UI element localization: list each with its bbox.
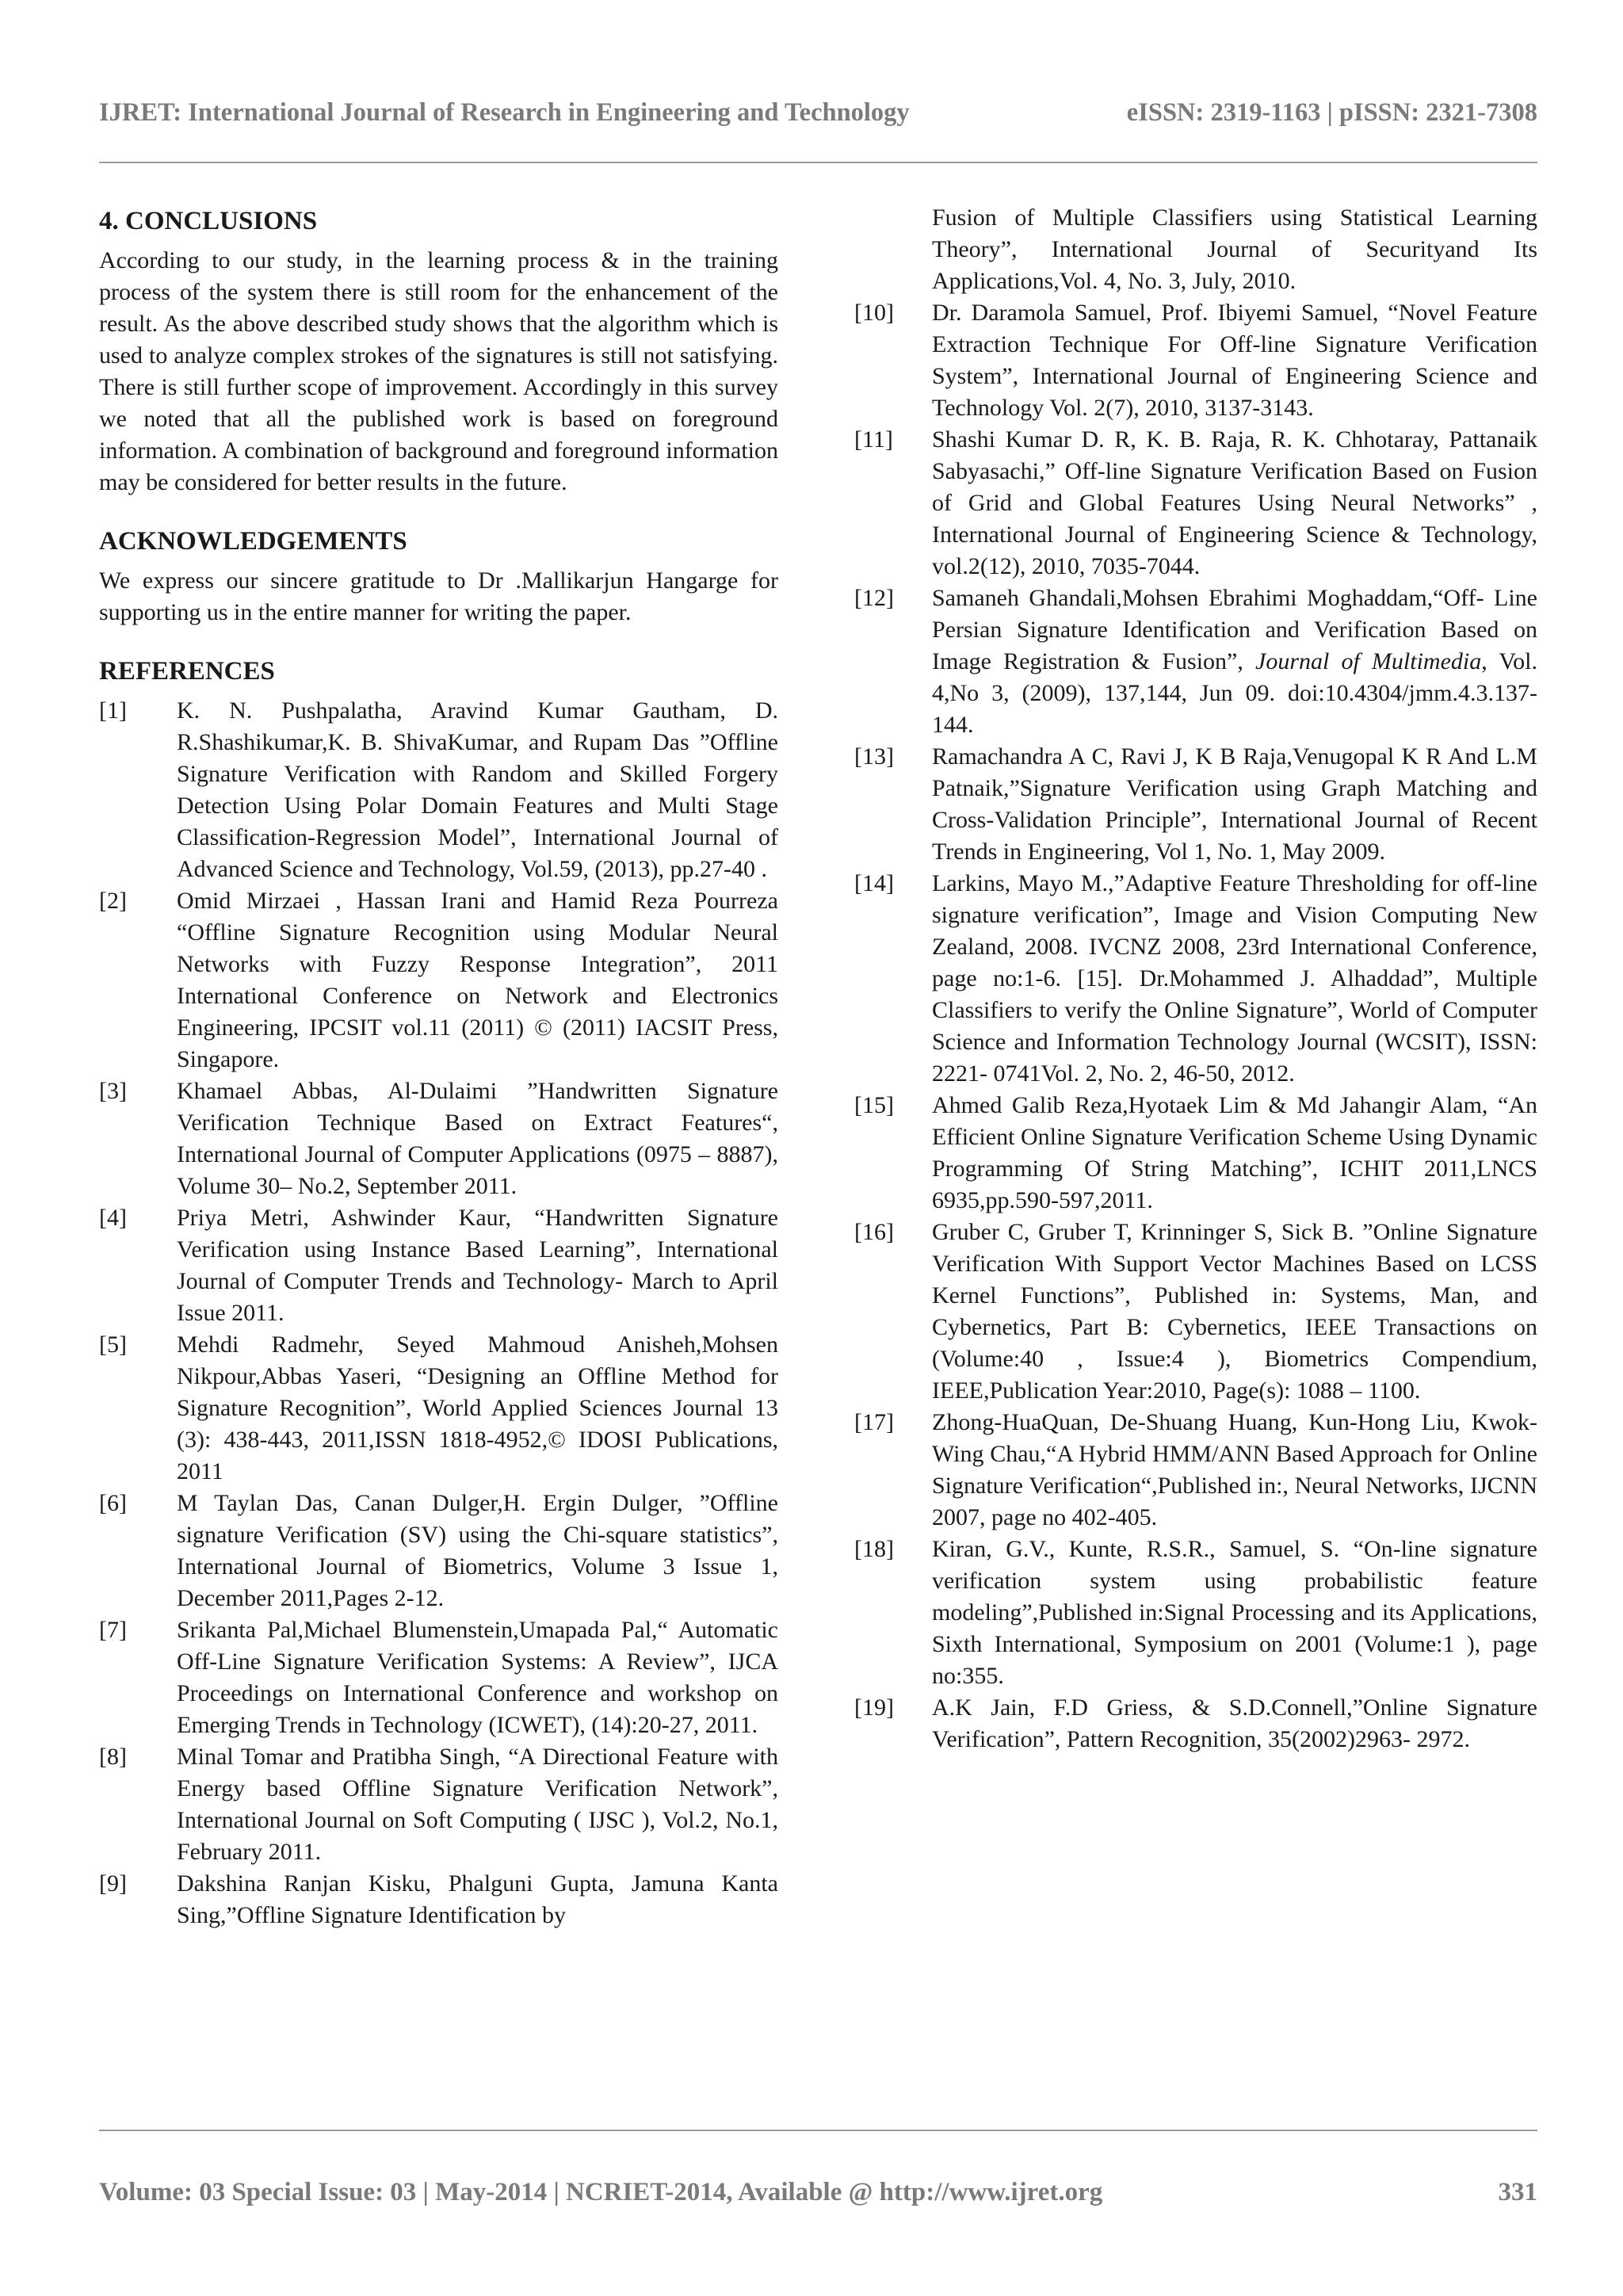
reference-text: Minal Tomar and Pratibha Singh, “A Directional Feature with Energy based Offline Signature Verification Network”, International Journal on Soft Computing ( IJSC ), Vol.2, No.1, February 2011.	[177, 1744, 778, 1865]
reference-item	[99, 1202, 778, 1329]
reference-text: Srikanta Pal,Michael Blumenstein,Umapada Pal,“ Automatic Off-Line Signature Verification Systems: A Review”, IJCA Proceedings on International Conference and workshop on Emerging Trends in Technology (ICWET), (14):20-27, 2011.	[177, 1617, 778, 1738]
reference-item	[854, 297, 1537, 424]
reference-number: [9]	[99, 1870, 127, 1897]
reference-text: Dr. Daramola Samuel, Prof. Ibiyemi Samuel, “Novel Feature Extraction Technique For Off-line Signature Verification System”, International Journal of Engineering Science and Technology Vol. 2(7), 2010, 3137-3143.	[932, 300, 1537, 421]
reference-text-before: Samaneh Ghandali,Mohsen Ebrahimi Moghaddam,“Off- Line Persian Signature Identification and Verification Based on Image Registration & Fusion”,	[932, 585, 1537, 674]
conclusions-section	[99, 202, 778, 499]
conclusions-text: According to our study, in the learning process & in the training process of the system there is still room for the enhancement of the result. As the above described study shows that the algorithm which is used to analyze complex strokes of the signatures is still not satisfying. There is still further scope of improvement. Accordingly in this survey we noted that all the published work is based on foreground information. A combination of background and foreground information may be considered for better results in the future.	[99, 247, 778, 495]
reference-text: Ahmed Galib Reza,Hyotaek Lim & Md Jahangir Alam, “An Efficient Online Signature Verification Scheme Using Dynamic Programming Of String Matching”, ICHIT 2011,LNCS 6935,pp.590-597,2011.	[932, 1092, 1537, 1213]
reference-text: Gruber C, Gruber T, Krinninger S, Sick B. ”Online Signature Verification With Support Vector Machines Based on LCSS Kernel Functions”, Published in: Systems, Man, and Cybernetics, Part B: Cybernetics, IEEE Transactions on (Volume:40 , Issue:4 ), Biometrics Compendium, IEEE,Publication Year:2010, Page(s): 1088 – 1100.	[932, 1219, 1537, 1404]
reference-number: [6]	[99, 1490, 127, 1516]
reference-text: Omid Mirzaei , Hassan Irani and Hamid Reza Pourreza “Offline Signature Recognition using Modular Neural Networks with Fuzzy Response Integration”, 2011 International Conference on Network and Electronics Engineering, IPCSIT vol.11 (2011) © (2011) IACSIT Press, Singapore.	[177, 888, 778, 1072]
reference-number: [14]	[854, 870, 894, 896]
reference-journal-title: Journal of Multimedia	[1255, 648, 1482, 674]
reference-number: [15]	[854, 1092, 894, 1118]
reference-item	[854, 1692, 1537, 1755]
reference-number: [17]	[854, 1409, 894, 1435]
reference-item	[99, 1741, 778, 1868]
volume-info: Volume: 03 Special Issue: 03 | May-2014 | NCRIET-2014, Available @ http://www.ijret.org	[99, 2178, 1103, 2206]
reference-item	[99, 1868, 778, 1931]
references-list-left	[99, 695, 778, 1931]
reference-number: [5]	[99, 1331, 127, 1358]
reference-item	[99, 1614, 778, 1741]
reference-item	[854, 868, 1537, 1090]
reference-item	[854, 741, 1537, 868]
reference-number: [19]	[854, 1694, 894, 1721]
left-column	[99, 202, 778, 1931]
reference-item	[99, 1488, 778, 1614]
reference-item	[854, 1090, 1537, 1217]
reference-item	[99, 1329, 778, 1488]
journal-name: IJRET: International Journal of Research in Engineering and Technology	[99, 98, 910, 127]
reference-text: Khamael Abbas, Al-Dulaimi ”Handwritten Signature Verification Technique Based on Extract Features“, International Journal of Computer Applications (0975 – 8887), Volume 30– No.2, September 2011.	[177, 1078, 778, 1199]
acknowledgements-heading: ACKNOWLEDGEMENTS	[99, 527, 407, 556]
reference-item	[854, 1217, 1537, 1407]
reference-text: Priya Metri, Ashwinder Kaur, “Handwritten Signature Verification using Instance Based Learning”, International Journal of Computer Trends and Technology- March to April Issue 2011.	[177, 1205, 778, 1326]
conclusions-heading: 4. CONCLUSIONS	[99, 207, 318, 235]
reference-number: [18]	[854, 1536, 894, 1562]
reference-text: Shashi Kumar D. R, K. B. Raja, R. K. Chhotaray, Pattanaik Sabyasachi,” Off-line Signature Verification Based on Fusion of Grid and Global Features Using Neural Networks” , International Journal of Engineering Science & Technology, vol.2(12), 2010, 7035-7044.	[932, 426, 1537, 579]
reference-number: [12]	[854, 585, 894, 611]
reference-text: Dakshina Ranjan Kisku, Phalguni Gupta, Jamuna Kanta Sing,”Offline Signature Identification by	[177, 1870, 778, 1928]
reference-number: [3]	[99, 1078, 127, 1104]
reference-9-continuation: Fusion of Multiple Classifiers using Statistical Learning Theory”, International Journal of Securityand Its Applications,Vol. 4, No. 3, July, 2010.	[932, 204, 1537, 294]
header-rule	[99, 162, 1537, 163]
issn-info: eISSN: 2319-1163 | pISSN: 2321-7308	[1126, 98, 1537, 127]
reference-item	[99, 1075, 778, 1202]
reference-text: Ramachandra A C, Ravi J, K B Raja,Venugopal K R And L.M Patnaik,”Signature Verification using Graph Matching and Cross-Validation Principle”, International Journal of Recent Trends in Engineering, Vol 1, No. 1, May 2009.	[932, 743, 1537, 865]
footer-rule	[99, 2130, 1537, 2131]
reference-number: [7]	[99, 1617, 127, 1643]
reference-item	[854, 424, 1537, 583]
page-header	[99, 98, 1537, 130]
reference-text: Mehdi Radmehr, Seyed Mahmoud Anisheh,Mohsen Nikpour,Abbas Yaseri, “Designing an Offline Method for Signature Recognition”, World Applied Sciences Journal 13 (3): 438-443, 2011,ISSN 1818-4952,© IDOSI Publications, 2011	[177, 1331, 778, 1484]
reference-number: [4]	[99, 1205, 127, 1231]
reference-text: A.K Jain, F.D Griess, & S.D.Connell,”Online Signature Verification”, Pattern Recognition, 35(2002)2963- 2972.	[932, 1694, 1537, 1752]
reference-number: [11]	[854, 426, 893, 453]
reference-number: [13]	[854, 743, 894, 770]
reference-number: [10]	[854, 300, 894, 326]
reference-item	[854, 583, 1537, 741]
reference-item	[99, 695, 778, 885]
reference-text: K. N. Pushpalatha, Aravind Kumar Gautham, D. R.Shashikumar,K. B. ShivaKumar, and Rupam Das ”Offline Signature Verification with Random and Skilled Forgery Detection Using Polar Domain Features and Multi Stage Classification-Regression Model”, International Journal of Advanced Science and Technology, Vol.59, (2013), pp.27-40 .	[177, 697, 778, 882]
reference-text: Kiran, G.V., Kunte, R.S.R., Samuel, S. “On-line signature verification system using probabilistic feature modeling”,Published in:Signal Processing and its Applications, Sixth International, Symposium on 2001 (Volume:1 ), page no:355.	[932, 1536, 1537, 1689]
references-list-right	[854, 297, 1537, 1755]
page-footer	[99, 2178, 1537, 2210]
reference-item	[99, 885, 778, 1075]
reference-number: [2]	[99, 888, 127, 914]
page-number: 331	[1498, 2178, 1537, 2206]
reference-text: Zhong-HuaQuan, De-Shuang Huang, Kun-Hong Liu, Kwok-Wing Chau,“A Hybrid HMM/ANN Based Approach for Online Signature Verification“,Published in:, Neural Networks, IJCNN 2007, page no 402-405.	[932, 1409, 1537, 1530]
acknowledgements-section	[99, 522, 778, 628]
reference-number: [16]	[854, 1219, 894, 1245]
reference-number: [1]	[99, 697, 127, 724]
reference-text: Larkins, Mayo M.,”Adaptive Feature Thresholding for off-line signature verification”, Image and Vision Computing New Zealand, 2008. IVCNZ 2008, 23rd International Conference, page no:1-6. [15]. Dr.Mohammed J. Alhaddad”, Multiple Classifiers to verify the Online Signature”, World of Computer Science and Information Technology Journal (WCSIT), ISSN: 2221- 0741Vol. 2, No. 2, 46-50, 2012.	[932, 870, 1537, 1087]
references-section	[99, 652, 778, 1931]
reference-text-after: , Vol. 4,No 3, (2009), 137,144, Jun 09. doi:10.4304/jmm.4.3.137-144.	[932, 648, 1537, 738]
reference-item	[854, 1534, 1537, 1692]
reference-number: [8]	[99, 1744, 127, 1770]
reference-text: M Taylan Das, Canan Dulger,H. Ergin Dulger, ”Offline signature Verification (SV) using the Chi-square statistics”, International Journal of Biometrics, Volume 3 Issue 1, December 2011,Pages 2-12.	[177, 1490, 778, 1611]
references-heading: REFERENCES	[99, 657, 275, 686]
reference-item	[854, 1407, 1537, 1534]
right-column	[854, 202, 1537, 1755]
acknowledgements-text: We express our sincere gratitude to Dr .Mallikarjun Hangarge for supporting us in the entire manner for writing the paper.	[99, 567, 778, 625]
